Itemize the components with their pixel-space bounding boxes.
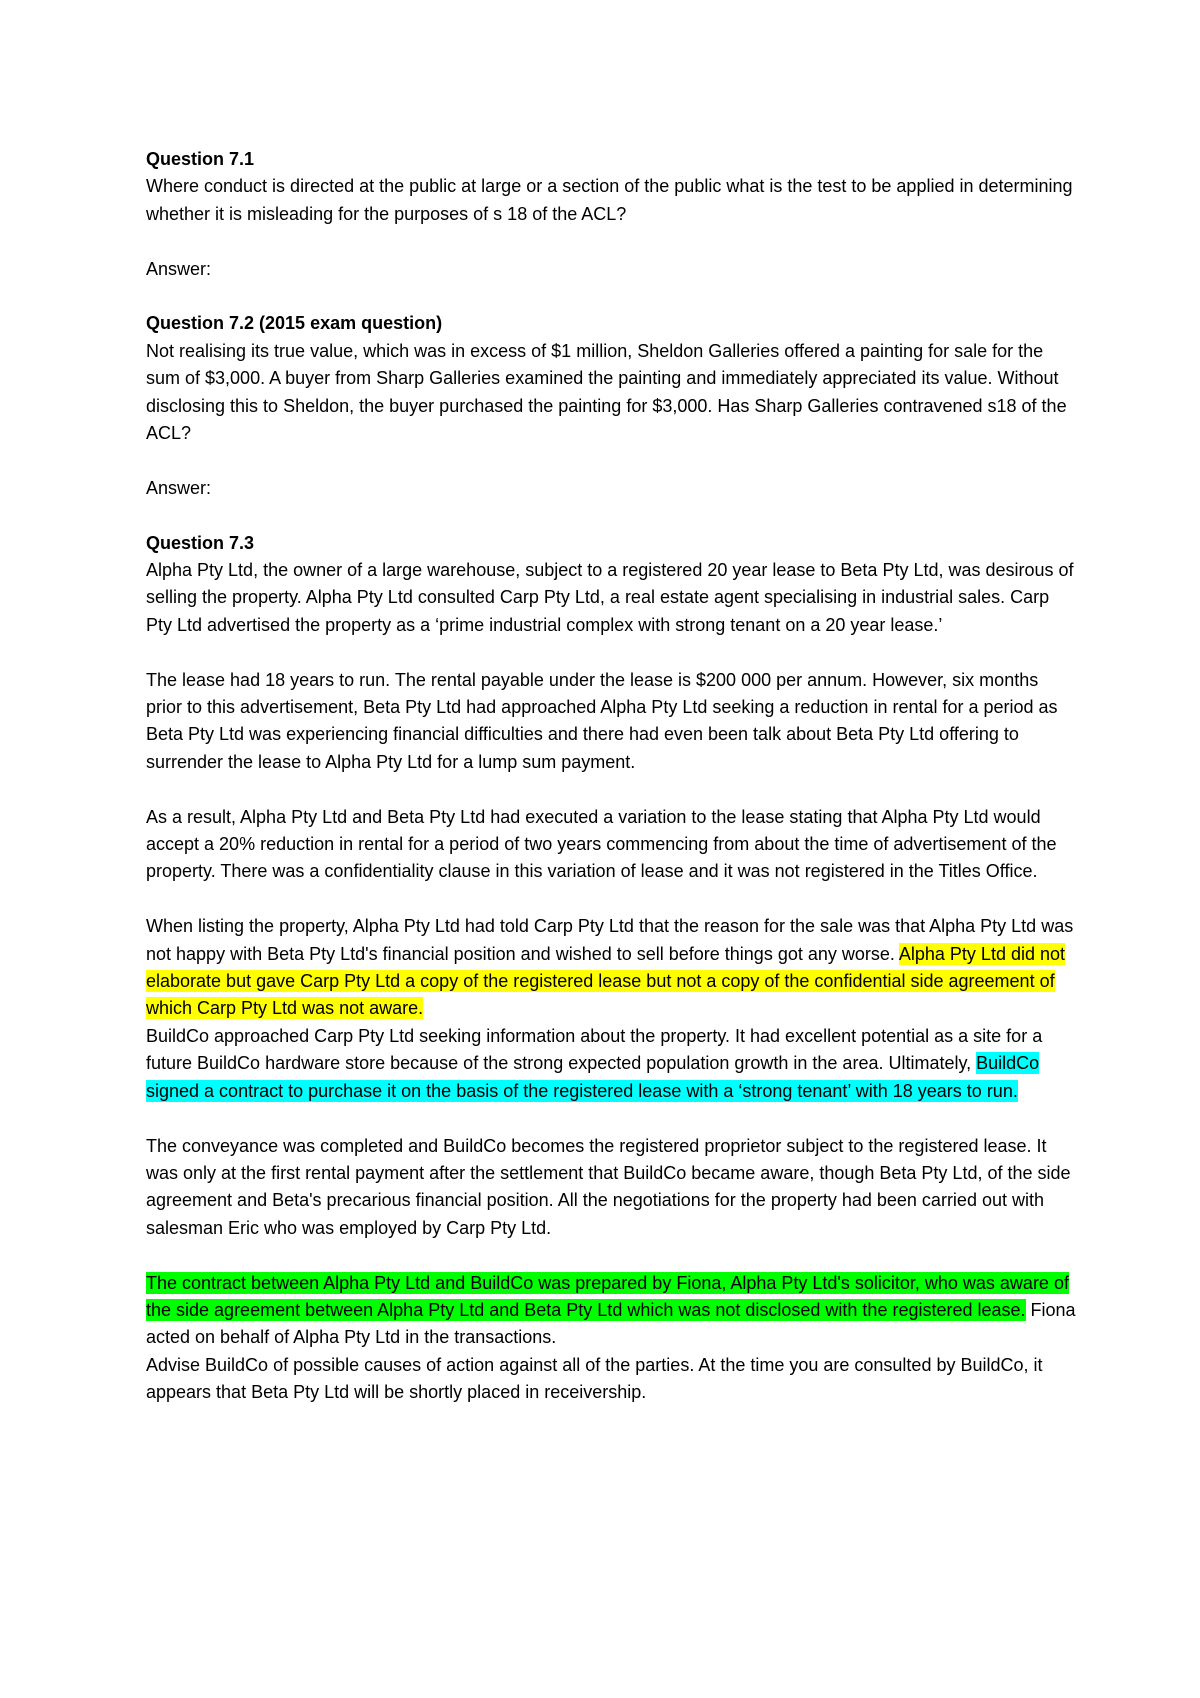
question-7-2-heading: Question 7.2 (2015 exam question): [146, 313, 443, 334]
question-7-1-text: Where conduct is directed at the public at large or a section of the public what is the test to be applied in determining whether it is misleading for the purposes of s 18 of the ACL?: [146, 176, 1073, 224]
question-7-3-paragraph-1: Alpha Pty Ltd, the owner of a large warehouse, subject to a registered 20 year lease to Beta Pty Ltd, was desirous of selling the property. Alpha Pty Ltd consulted Carp Pty Ltd, a real estate agent specialising in industrial sales. Carp Pty Ltd advertised the property as a ‘prime industrial complex with strong tenant on a 20 year lease.’: [146, 560, 1074, 635]
green-highlight: The contract between Alpha Pty Ltd and BuildCo was prepared by Fiona, Alpha Pty Ltd's solicitor, who was aware of the side agreement between Alpha Pty Ltd and Beta Pty Ltd which was not disclosed with the registered lease.: [146, 1272, 1069, 1320]
paragraph-5-text: BuildCo approached Carp Pty Ltd seeking information about the property. It had excellent potential as a site for a future BuildCo hardware store because of the strong expected population growth in the area. Ultimately,: [146, 1025, 1043, 1074]
spacer: [146, 776, 1076, 803]
spacer: [146, 447, 1076, 474]
question-7-3-paragraph-2: The lease had 18 years to run. The rental payable under the lease is $200 000 per annum. However, six months prior to this advertisement, Beta Pty Ltd had approached Alpha Pty Ltd seeking a reduction in rental for a period as Beta Pty Ltd was experiencing financial difficulties and there had even been talk about Beta Pty Ltd offering to surrender the lease to Alpha Pty Ltd for a lump sum payment.: [146, 669, 1058, 772]
question-7-1-heading: Question 7.1: [146, 149, 255, 169]
spacer: [146, 283, 1076, 310]
spacer: [146, 1242, 1076, 1269]
paragraph-4-text: When listing the property, Alpha Pty Ltd had told Carp Pty Ltd that the reason for the sale was that Alpha Pty Ltd was not happy with Beta Pty Ltd's financial position and wished to sell before things got any worse.: [146, 916, 1074, 964]
spacer: [146, 502, 1076, 529]
cyan-highlight: BuildCo signed a contract to purchase it on the basis of the registered lease with a ‘strong tenant’ with 18 years to run.: [146, 1053, 1040, 1101]
paragraph-7-text: Fiona acted on behalf of Alpha Pty Ltd in the transactions.: [146, 1299, 1076, 1348]
question-7-3-paragraph-5: [146, 1023, 1076, 1105]
spacer: [146, 1105, 1076, 1132]
spacer: [146, 228, 1076, 255]
yellow-highlight: Alpha Pty Ltd did not elaborate but gave Carp Pty Ltd a copy of the registered lease but not a copy of the confidential side agreement of which Carp Pty Ltd was not aware.: [146, 943, 1066, 1019]
question-7-3-heading: Question 7.3: [146, 532, 255, 553]
document-body: [146, 146, 1076, 1407]
spacer: [146, 639, 1076, 666]
question-7-1-answer-label: Answer:: [146, 258, 212, 279]
question-7-3-paragraph-8: Advise BuildCo of possible causes of action against all of the parties. At the time you are consulted by BuildCo, it appears that Beta Pty Ltd will be shortly placed in receivership.: [146, 1354, 1043, 1403]
spacer: [146, 886, 1076, 913]
question-7-2-text: Not realising its true value, which was in excess of $1 million, Sheldon Galleries offered a painting for sale for the sum of $3,000. A buyer from Sharp Galleries examined the painting and immediately appreciated its value. Without disclosing this to Sheldon, the buyer purchased the painting for $3,000. Has Sharp Galleries contravened s18 of the ACL?: [146, 340, 1067, 444]
question-7-3-paragraph-3: As a result, Alpha Pty Ltd and Beta Pty Ltd had executed a variation to the lease stating that Alpha Pty Ltd would accept a 20% reduction in rental for a period of two years commencing from about the time of advertisement of the property. There was a confidentiality clause in this variation of lease and it was not registered in the Titles Office.: [146, 806, 1057, 882]
question-7-3-paragraph-6: The conveyance was completed and BuildCo becomes the registered proprietor subject to the registered lease. It was only at the first rental payment after the settlement that BuildCo became aware, though Beta Pty Ltd, of the side agreement and Beta's precarious financial position. All the negotiations for the property had been carried out with salesman Eric who was employed by Carp Pty Ltd.: [146, 1135, 1071, 1238]
question-7-3-paragraph-4: [146, 913, 1076, 1023]
question-7-3-paragraph-7: [146, 1270, 1076, 1352]
question-7-2-answer-label: Answer:: [146, 477, 212, 498]
